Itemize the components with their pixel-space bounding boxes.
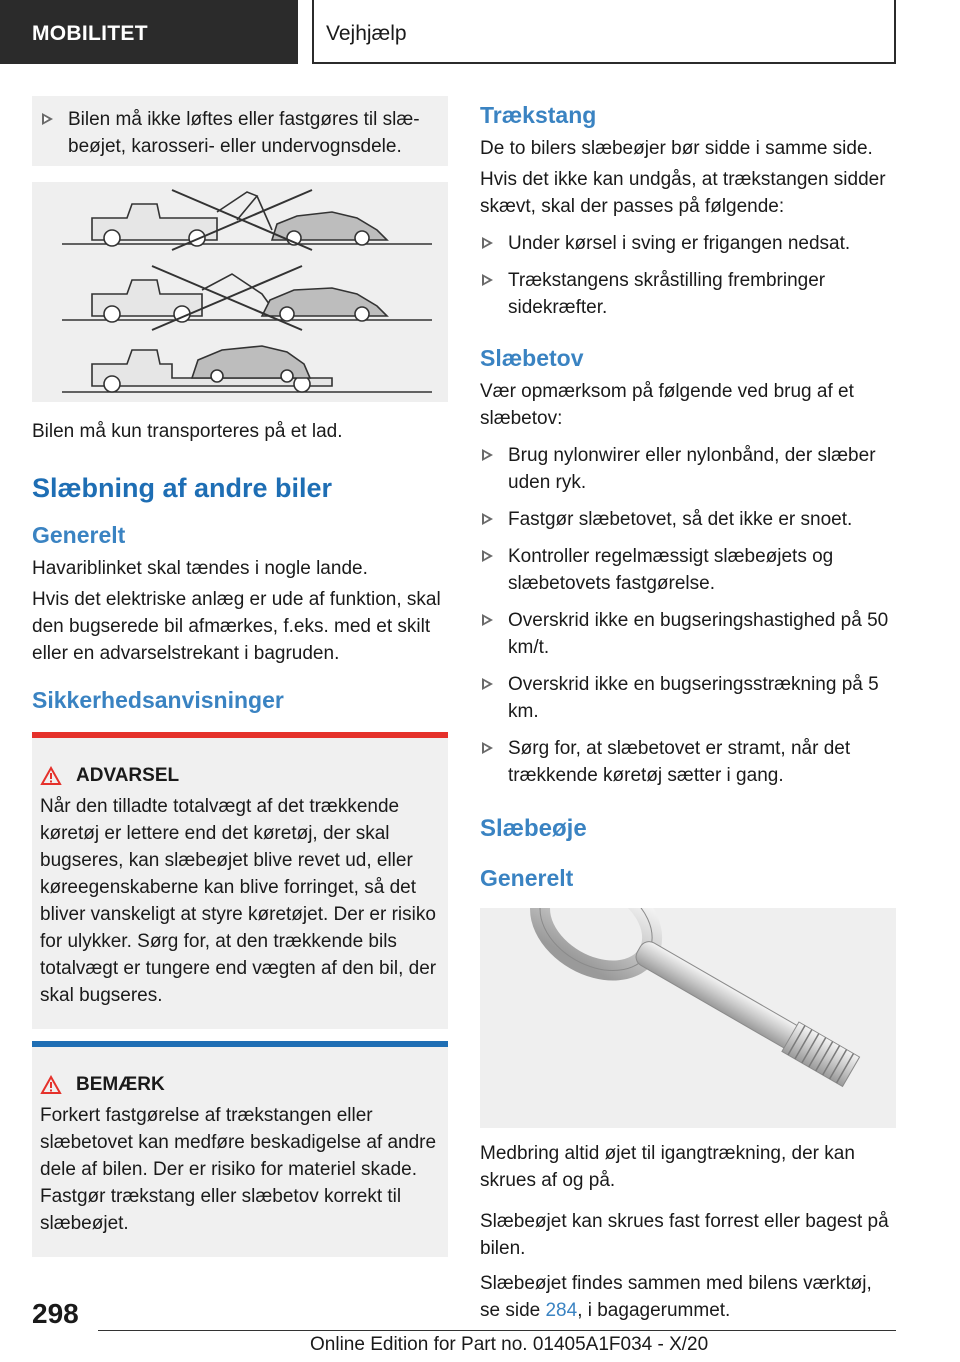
paragraph: Vær opmærksom på følgende ved brug af et slæbetov: (480, 381, 854, 429)
triangle-bullet-icon (482, 237, 493, 249)
notice-text: Forkert fastgørelse af trækstangen eller slæbetovet kan medføre beskadigelse af andre dele af bilen. Der er risiko for materiel skade. Fastgør trækstang eller slæbetov korrekt til slæbeøjet. (40, 1105, 437, 1234)
subheading-slaebeoeje: Slæbeøje (480, 815, 587, 842)
warning-box (32, 732, 448, 1029)
warning-triangle-icon (40, 766, 62, 786)
list-item: Overskrid ikke en bugseringshastighed på 50 km/t. (480, 607, 896, 661)
list-item: Brug nylonwirer eller nylonbånd, der slæber uden ryk. (480, 442, 896, 496)
chapter-title: Vejhjælp (312, 0, 896, 64)
paragraph: Hvis det elektriske anlæg er ude af funktion, skal den bugserede bil afmærkes, f.eks. med et skilt eller en advarselstrekant i bagruden. (32, 589, 441, 664)
triangle-bullet-icon (42, 113, 53, 125)
page-number: 298 (32, 1298, 79, 1329)
top-note-box (32, 96, 448, 166)
paragraph: Havariblinket skal tændes i nogle lande. (32, 558, 368, 579)
triangle-bullet-icon (482, 449, 493, 461)
notice-header: BEMÆRK (40, 1071, 440, 1098)
page-link[interactable]: 284 (545, 1300, 578, 1321)
subheading-traekstang: Trækstang (480, 102, 597, 128)
triangle-bullet-icon (482, 614, 493, 626)
triangle-bullet-icon (482, 513, 493, 525)
paragraph: Hvis det ikke kan undgås, at trækstangen sidder skævt, skal der passes på følgende: (480, 169, 886, 217)
towing-illustration (32, 182, 448, 402)
footer-divider (98, 1330, 896, 1331)
left-column (32, 96, 448, 1257)
tov-list (480, 442, 896, 789)
warning-text: Når den tilladte totalvægt af det trækkende køretøj er lettere end det køretøj, der skal bugseres, kan slæbeøjet blive revet ud, eller køreegenskaberne kan blive forringet, så det bliver vanskeligt at styre køretøjet. Der er risiko for ulykker. Sørg for, at den trækkende bils totalvægt er tungere end vægten af den bil, der skal bugseres. (40, 796, 437, 1006)
triangle-bullet-icon (482, 550, 493, 562)
section-heading: Slæbning af andre biler (32, 473, 333, 503)
caution-triangle-icon (40, 1075, 62, 1095)
paragraph: Slæbeøjet findes sammen med bilens værktøj, se side 284, i bagagerummet. (480, 1273, 872, 1321)
list-item: Kontroller regelmæssigt slæbeøjets og slæbetovets fastgørelse. (480, 543, 896, 597)
notice-box (32, 1041, 448, 1257)
list-item (40, 106, 440, 160)
edition-text: Online Edition for Part no. 01405A1F034 - X/20 (310, 1334, 709, 1355)
subheading-safety: Sikkerhedsanvisninger (32, 687, 284, 713)
illustration-caption: Bilen må kun transporteres på et lad. (32, 421, 343, 442)
subheading-generelt-2: Generelt (480, 865, 574, 891)
tow-trucks-image (32, 182, 448, 402)
list-item: Trækstangens skråstilling frembringer sidekræfter. (480, 267, 896, 321)
list-item: Fastgør slæbetovet, så det ikke er snoet. (480, 506, 896, 533)
paragraph: Medbring altid øjet til igangtrækning, der kan skrues af og på. (480, 1143, 855, 1191)
warning-header: ADVARSEL (40, 762, 440, 789)
paragraph: Slæbeøjet kan skrues fast forrest eller bagest på bilen. (480, 1211, 889, 1259)
list-item: Overskrid ikke en bugseringsstrækning på 5 km. (480, 671, 896, 725)
triangle-bullet-icon (482, 742, 493, 754)
tow-eye-image (480, 908, 896, 1128)
subheading-generelt: Generelt (32, 522, 126, 548)
subheading-slaebetov: Slæbetov (480, 345, 584, 371)
list-item: Sørg for, at slæbetovet er stramt, når det trækkende køretøj sætter i gang. (480, 735, 896, 789)
paragraph: De to bilers slæbeøjer bør sidde i samme side. (480, 138, 873, 159)
traek-list (480, 230, 896, 321)
bullet-text: Bilen må ikke løftes eller fastgøres til slæ- beøjet, karosseri- eller undervognsdele. (68, 109, 420, 157)
triangle-bullet-icon (482, 678, 493, 690)
triangle-bullet-icon (482, 274, 493, 286)
list-item: Under kørsel i sving er frigangen nedsat. (480, 230, 896, 257)
right-column (480, 102, 896, 1324)
tow-eye-illustration (480, 908, 896, 1128)
section-tab: MOBILITET (0, 0, 298, 64)
